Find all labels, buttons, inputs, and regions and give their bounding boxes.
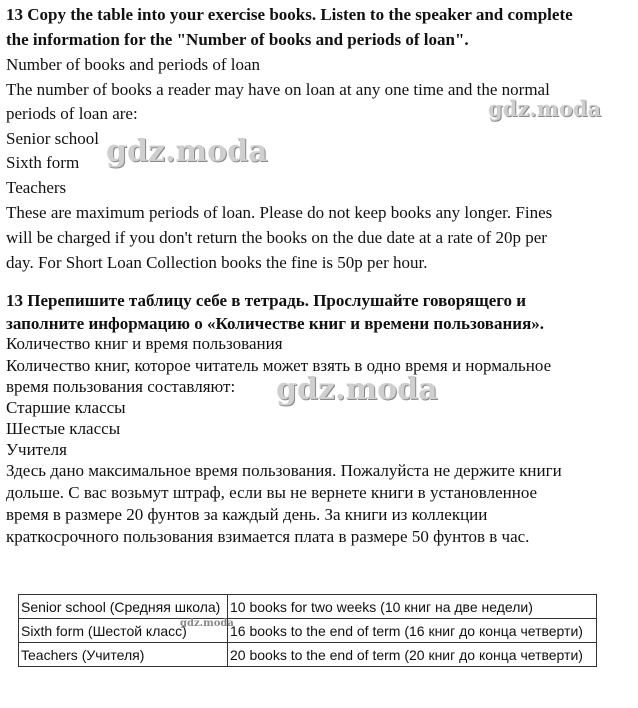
english-category-senior: Senior school bbox=[6, 129, 100, 148]
watermark: gdz.moda bbox=[488, 96, 602, 121]
russian-category-senior: Старшие классы bbox=[6, 398, 126, 417]
english-task-heading-line-2: the information for the "Number of books and periods of loan". bbox=[6, 30, 469, 49]
watermark: gdz.moda bbox=[106, 134, 268, 169]
table-cell-answer: 20 books to the end of term (20 книг до конца четверти) bbox=[228, 643, 597, 667]
english-intro-line-2: periods of loan are: bbox=[6, 104, 138, 123]
watermark: gdz.moda bbox=[180, 618, 234, 629]
english-category-sixth: Sixth form bbox=[6, 153, 80, 172]
russian-task-heading-line-2: заполните информацию о «Количестве книг и времени пользования». bbox=[6, 314, 545, 333]
russian-intro-line-2: время пользования составляют: bbox=[6, 377, 236, 396]
russian-section-title: Количество книг и время пользования bbox=[6, 334, 283, 353]
russian-notes-line-4: краткосрочного пользования взимается плата в размере 50 фунтов в час. bbox=[6, 527, 530, 546]
english-category-teachers: Teachers bbox=[6, 178, 67, 197]
loan-table bbox=[18, 594, 597, 667]
english-section-title: Number of books and periods of loan bbox=[6, 55, 261, 74]
english-notes-line-3: day. For Short Loan Collection books the fine is 50p per hour. bbox=[6, 253, 428, 272]
table-row bbox=[19, 643, 597, 667]
table-row bbox=[19, 595, 597, 619]
table-cell-category: Teachers (Учителя) bbox=[19, 643, 228, 667]
english-intro-line-1: The number of books a reader may have on loan at any one time and the normal bbox=[6, 80, 550, 99]
russian-notes-line-2: дольше. С вас возьмут штраф, если вы не вернете книги в установленное bbox=[6, 483, 538, 502]
russian-category-teachers: Учителя bbox=[6, 440, 67, 459]
russian-category-sixth: Шестые классы bbox=[6, 419, 121, 438]
table-cell-answer: 16 books to the end of term (16 книг до конца четверти) bbox=[228, 619, 597, 643]
russian-notes-line-1: Здесь дано максимальное время пользования. Пожалуйста не держите книги bbox=[6, 461, 562, 480]
watermark: gdz.moda bbox=[276, 372, 438, 407]
table-cell-category: Senior school (Средняя школа) bbox=[19, 595, 228, 619]
table-cell-category: Sixth form (Шестой класс) bbox=[19, 619, 228, 643]
table-cell-answer: 10 books for two weeks (10 книг на две недели) bbox=[228, 595, 597, 619]
english-notes-line-1: These are maximum periods of loan. Please do not keep books any longer. Fines bbox=[6, 203, 553, 222]
russian-intro-line-1: Количество книг, которое читатель может взять в одно время и нормальное bbox=[6, 356, 552, 375]
russian-notes-line-3: время в размере 20 фунтов за каждый день. За книги из коллекции bbox=[6, 505, 488, 524]
english-task-heading-line-1: 13 Copy the table into your exercise books. Listen to the speaker and complete bbox=[6, 5, 573, 24]
russian-task-heading-line-1: 13 Перепишите таблицу себе в тетрадь. Прослушайте говорящего и bbox=[6, 291, 527, 310]
table-row bbox=[19, 619, 597, 643]
english-notes-line-2: will be charged if you don't return the books on the due date at a rate of 20p per bbox=[6, 228, 547, 247]
